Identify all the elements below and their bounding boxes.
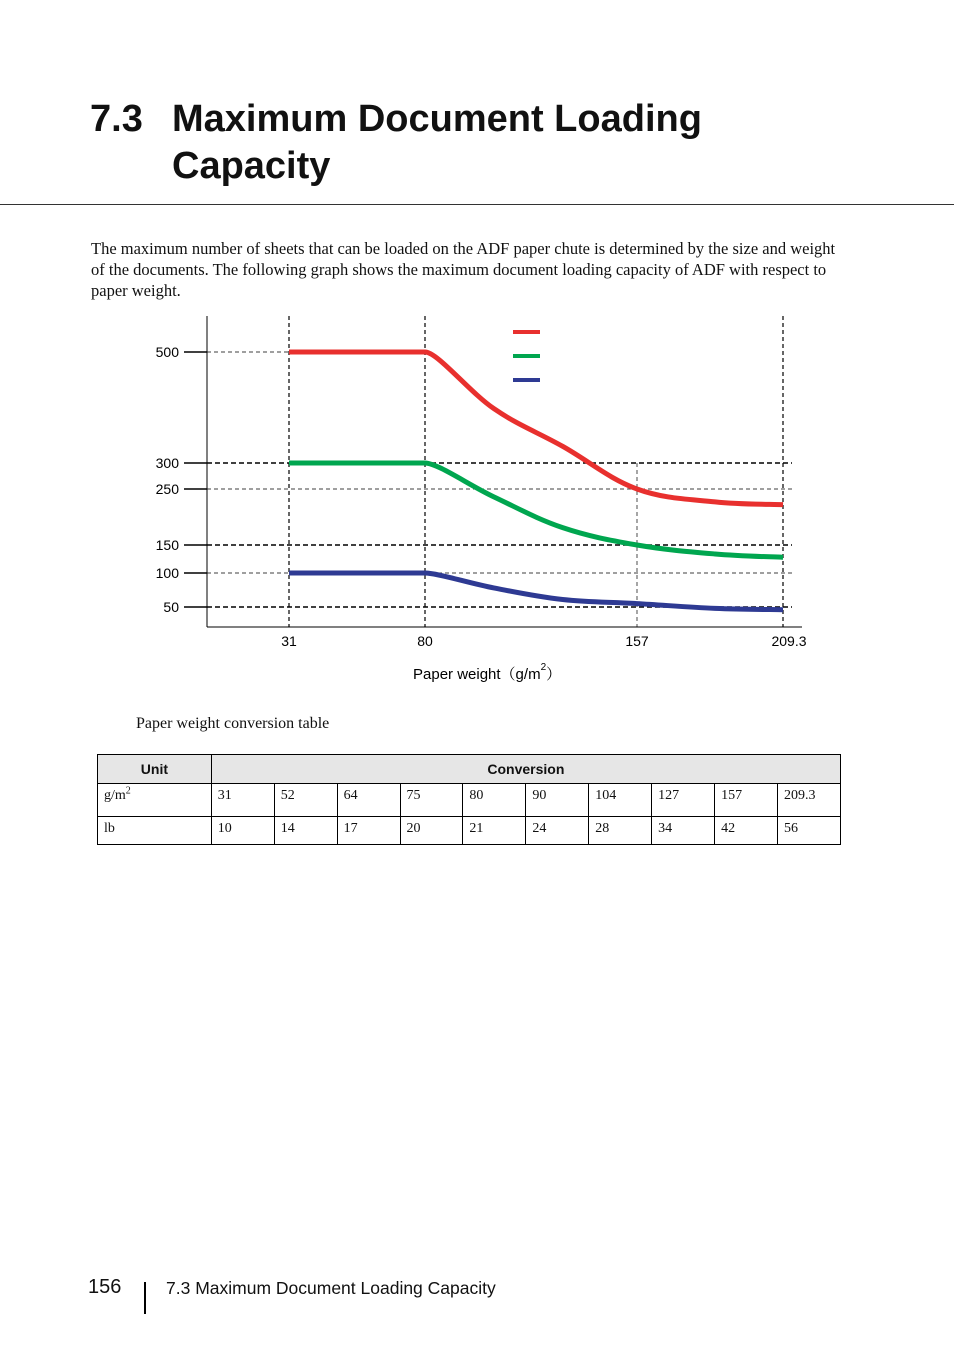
table-cell: 75 [400,784,463,817]
chart-ticks [156,344,807,649]
y-tick-label: 300 [155,455,179,471]
x-tick-label: 157 [625,633,649,649]
y-tick-label: 150 [155,537,179,553]
table-cell: 17 [337,817,400,845]
unit-cell-gsm [98,784,212,817]
table-cell: 52 [274,784,337,817]
table-caption: Paper weight conversion table [136,715,330,732]
section-title-line1: Maximum Document Loading [172,98,702,140]
x-tick-label: 31 [281,633,297,649]
table-cell: 127 [652,784,715,817]
table-cell: 64 [337,784,400,817]
x-axis-label [413,662,561,683]
y-tick-label: 250 [155,481,179,497]
table-cell: 28 [589,817,652,845]
x-axis-label-close: ） [546,666,562,683]
series-line [289,352,783,505]
y-tick-label: 50 [163,599,179,615]
x-tick-label: 209.3 [771,633,807,649]
loading-capacity-chart [0,300,954,700]
footer-title: 7.3 Maximum Document Loading Capacity [166,1278,496,1298]
x-axis-label-sup: 2 [540,662,547,673]
table-cell: 31 [211,784,274,817]
table-cell: 80 [463,784,526,817]
series-line [289,573,783,610]
table-cell: 209.3 [778,784,841,817]
table-cell: 56 [778,817,841,845]
heading-rule [0,204,954,205]
section-title-line2: Capacity [172,145,331,187]
table-cell: 14 [274,817,337,845]
chart-guide-lines [207,316,792,627]
table-cell: 157 [715,784,778,817]
section-number: 7.3 [90,98,143,140]
unit-header: Unit [98,755,212,784]
unit-gsm-text: g/m [104,788,126,803]
page-number: 156 [88,1276,122,1298]
y-tick-label: 500 [155,344,179,360]
unit-cell-lb: lb [98,817,212,845]
chart-series [289,352,783,610]
table-cell: 10 [211,817,274,845]
table-cell: 21 [463,817,526,845]
unit-gsm-sup: 2 [125,785,131,797]
table-row [98,817,841,845]
table-cell: 42 [715,817,778,845]
conversion-table [97,754,841,845]
table-cell: 20 [400,817,463,845]
table-cell: 24 [526,817,589,845]
table-cell: 90 [526,784,589,817]
series-line [289,463,783,557]
table-cell: 104 [589,784,652,817]
x-axis-label-text: Paper weight（g/m [413,666,541,683]
footer-divider [144,1282,146,1314]
table-row [98,784,841,817]
y-tick-label: 100 [155,565,179,581]
conversion-header: Conversion [211,755,840,784]
x-tick-label: 80 [417,633,433,649]
table-cell: 34 [652,817,715,845]
intro-paragraph: The maximum number of sheets that can be loaded on the ADF paper chute is determined by the size and weight of the documents. The following graph shows the maximum document loading capacity of ADF with respect to paper weight. [91,239,836,300]
chart-legend [513,332,540,380]
